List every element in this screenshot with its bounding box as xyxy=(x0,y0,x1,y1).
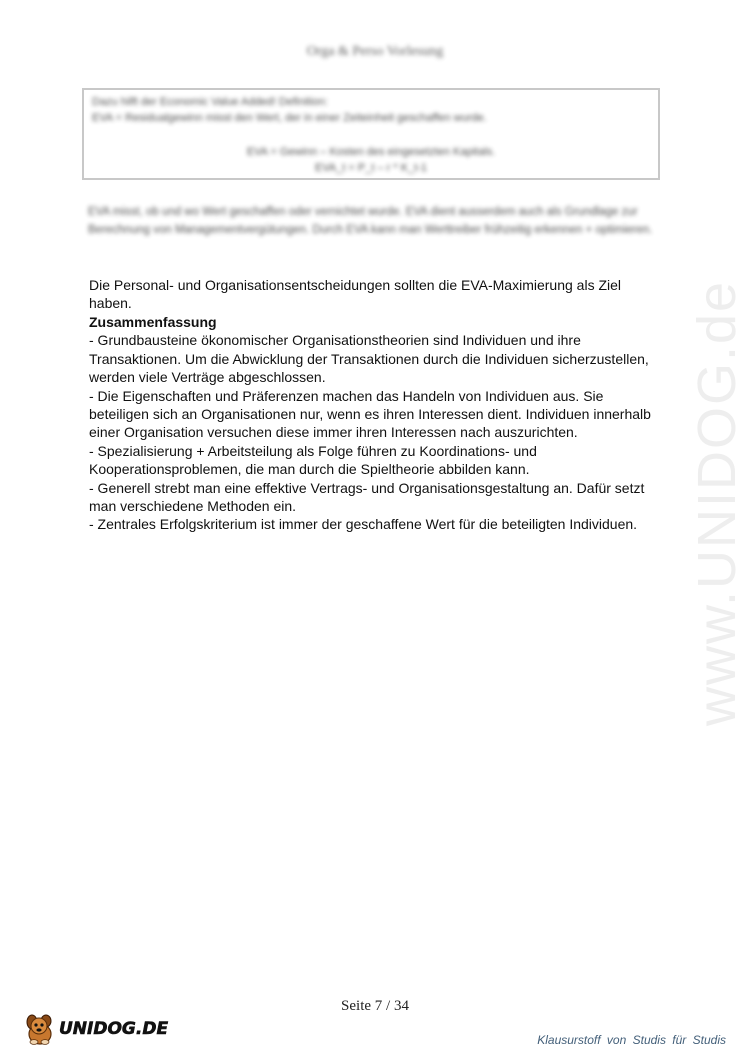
summary-item: - Zentrales Erfolgskriterium ist immer der geschaffene Wert für die beteiligten Individuen. xyxy=(89,516,638,533)
unidog-logo xyxy=(24,1012,168,1046)
definition-box xyxy=(82,88,660,180)
watermark xyxy=(617,278,750,728)
page-number: Seite 7 / 34 xyxy=(341,998,409,1014)
blurred-paragraph: EVA misst, ob und wo Wert geschaffen oder vernichtet wurde. EVA dient ausserdem auch als Grundlage zur Berechnung von Managementvergütungen. Durch EVA kann man Werttreiber frühzeitig erkennen + optimieren. xyxy=(88,206,653,236)
definition-line: EVA = Residualgewinn misst den Wert, der in einer Zeiteinheit geschaffen wurde. xyxy=(92,112,487,124)
dog-mascot-icon xyxy=(24,1012,56,1046)
summary-section xyxy=(89,313,664,534)
formula-eva-t: EVA_t = P_t – r * K_t-1 xyxy=(315,162,427,174)
summary-item: - Die Eigenschaften und Präferenzen machen das Handeln von Individuen aus. Sie beteiligen sich an Organisationen nur, wenn es ihren Interessen dient. Individuen innerhalb einer Organisation versuchen diese immer ihren Interessen nach auszurichten. xyxy=(89,387,651,441)
definition-intro: Dazu hilft der Economic Value Added! Definition: xyxy=(92,96,328,108)
summary-item: - Generell strebt man eine effektive Vertrags- und Organisationsgestaltung an. Dafür setzt man verschiedene Methoden ein. xyxy=(89,479,645,515)
summary-item: - Grundbausteine ökonomischer Organisationstheorien sind Individuen und ihre Transaktionen. Um die Abwicklung der Transaktionen durch die Individuen sicherzustellen, werden viele Verträge abgeschlossen. xyxy=(89,332,649,386)
formula-eva: EVA = Gewinn – Kosten des eingesetzten Kapitals. xyxy=(246,146,496,158)
eva-statement: Die Personal- und Organisationsentscheidungen sollten die EVA-Maximierung als Ziel haben. xyxy=(89,277,622,312)
watermark-text: www.UNIDOG.de xyxy=(687,279,747,727)
footer-tagline: Klausurstoff von Studis für Studis xyxy=(537,1033,726,1047)
logo-text: UNIDOG.DE xyxy=(59,1019,169,1039)
summary-item: - Spezialisierung + Arbeitsteilung als Folge führen zu Koordinations- und Kooperationsproblemen, die man durch die Spieltheorie abbilden kann. xyxy=(89,442,537,478)
page-header-title: Orga & Perso Vorlesung xyxy=(306,44,444,59)
summary-heading: Zusammenfassung xyxy=(89,314,217,330)
